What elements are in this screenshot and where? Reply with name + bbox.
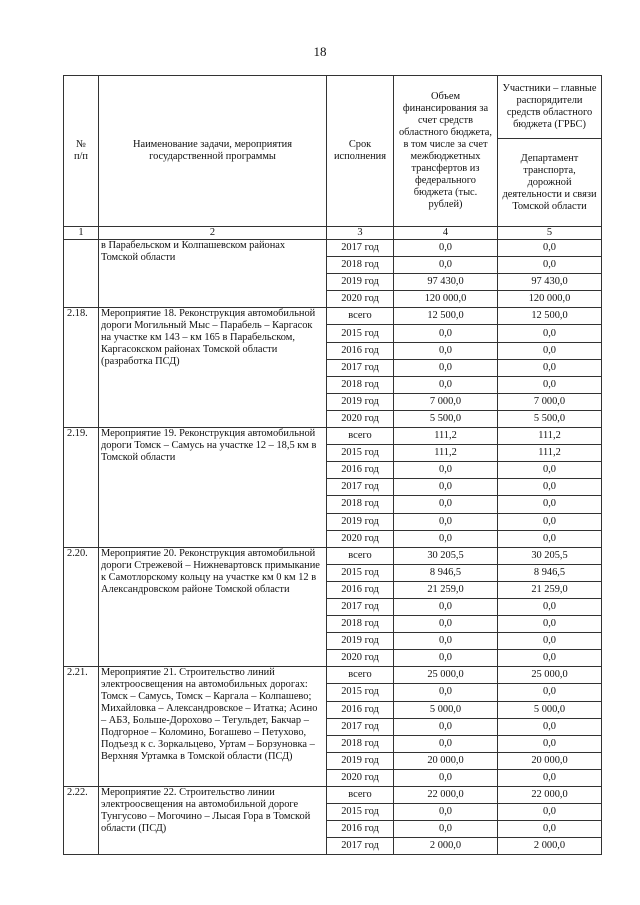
grbs-cell: 0,0 bbox=[498, 821, 602, 838]
grbs-cell: 0,0 bbox=[498, 633, 602, 650]
grbs-cell: 7 000,0 bbox=[498, 393, 602, 410]
volume-cell: 0,0 bbox=[394, 342, 498, 359]
term-cell: 2020 год bbox=[327, 650, 394, 667]
term-cell: 2018 год bbox=[327, 496, 394, 513]
term-cell: 2019 год bbox=[327, 274, 394, 291]
volume-cell: 5 500,0 bbox=[394, 410, 498, 427]
grbs-cell: 111,2 bbox=[498, 428, 602, 445]
term-cell: всего bbox=[327, 308, 394, 325]
volume-cell: 111,2 bbox=[394, 445, 498, 462]
item-number: 2.20. bbox=[64, 547, 99, 667]
grbs-cell: 0,0 bbox=[498, 718, 602, 735]
measure-name: Мероприятие 22. Строительство линии электроосвещения на автомобильной дороге Тунгусово – Могочино – Лысая Гора в Томской области (ПСД) bbox=[99, 787, 327, 855]
volume-cell: 30 205,5 bbox=[394, 547, 498, 564]
measure-name: Мероприятие 20. Реконструкция автомобильной дороги Стрежевой – Нижневартовск примыкание к Самотлорскому кольцу на участке км 0 км 12 в Александровском районе Томской области bbox=[99, 547, 327, 667]
volume-cell: 0,0 bbox=[394, 718, 498, 735]
term-cell: 2017 год bbox=[327, 838, 394, 855]
term-cell: 2016 год bbox=[327, 342, 394, 359]
table-row bbox=[64, 547, 602, 564]
volume-cell: 22 000,0 bbox=[394, 787, 498, 804]
grbs-cell: 0,0 bbox=[498, 462, 602, 479]
volume-cell: 0,0 bbox=[394, 462, 498, 479]
term-cell: 2016 год bbox=[327, 701, 394, 718]
grbs-cell: 0,0 bbox=[498, 513, 602, 530]
grbs-cell: 8 946,5 bbox=[498, 564, 602, 581]
grbs-cell: 0,0 bbox=[498, 496, 602, 513]
grbs-cell: 97 430,0 bbox=[498, 274, 602, 291]
volume-cell: 0,0 bbox=[394, 633, 498, 650]
volume-cell: 120 000,0 bbox=[394, 291, 498, 308]
term-cell: 2015 год bbox=[327, 684, 394, 701]
grbs-cell: 120 000,0 bbox=[498, 291, 602, 308]
term-cell: 2020 год bbox=[327, 410, 394, 427]
term-cell: 2018 год bbox=[327, 735, 394, 752]
term-cell: 2016 год bbox=[327, 462, 394, 479]
header-volume: Объем финансирования за счет средств областного бюджета, в том числе за счет межбюджетных трансфертов из федерального бюджета (тыс. рублей) bbox=[394, 76, 498, 227]
grbs-cell: 0,0 bbox=[498, 359, 602, 376]
volume-cell: 12 500,0 bbox=[394, 308, 498, 325]
grbs-cell: 21 259,0 bbox=[498, 581, 602, 598]
numbering-cell: 2 bbox=[99, 227, 327, 240]
term-cell: 2017 год bbox=[327, 479, 394, 496]
item-number: 2.21. bbox=[64, 667, 99, 787]
volume-cell: 2 000,0 bbox=[394, 838, 498, 855]
grbs-cell: 0,0 bbox=[498, 735, 602, 752]
term-cell: 2015 год bbox=[327, 804, 394, 821]
table-row bbox=[64, 240, 602, 257]
table-row bbox=[64, 428, 602, 445]
term-cell: всего bbox=[327, 547, 394, 564]
volume-cell: 0,0 bbox=[394, 821, 498, 838]
term-cell: 2017 год bbox=[327, 359, 394, 376]
term-cell: 2016 год bbox=[327, 581, 394, 598]
term-cell: 2020 год bbox=[327, 530, 394, 547]
numbering-cell: 3 bbox=[327, 227, 394, 240]
volume-cell: 0,0 bbox=[394, 240, 498, 257]
volume-cell: 0,0 bbox=[394, 650, 498, 667]
header-row bbox=[64, 76, 602, 139]
measure-name: Мероприятие 19. Реконструкция автомобильной дороги Томск – Самусь на участке 12 – 18,5 км в Томской области bbox=[99, 428, 327, 548]
table-row bbox=[64, 667, 602, 684]
volume-cell: 97 430,0 bbox=[394, 274, 498, 291]
grbs-cell: 0,0 bbox=[498, 616, 602, 633]
table-row bbox=[64, 787, 602, 804]
grbs-cell: 5 500,0 bbox=[498, 410, 602, 427]
grbs-cell: 0,0 bbox=[498, 342, 602, 359]
grbs-cell: 0,0 bbox=[498, 598, 602, 615]
numbering-row bbox=[64, 227, 602, 240]
term-cell: 2020 год bbox=[327, 291, 394, 308]
term-cell: 2018 год bbox=[327, 616, 394, 633]
volume-cell: 0,0 bbox=[394, 479, 498, 496]
term-cell: всего bbox=[327, 428, 394, 445]
item-number: 2.19. bbox=[64, 428, 99, 548]
grbs-cell: 0,0 bbox=[498, 257, 602, 274]
item-number: 2.18. bbox=[64, 308, 99, 428]
header-no: № п/п bbox=[64, 76, 99, 227]
volume-cell: 0,0 bbox=[394, 376, 498, 393]
grbs-cell: 0,0 bbox=[498, 769, 602, 786]
page-number: 18 bbox=[313, 44, 327, 59]
grbs-cell: 30 205,5 bbox=[498, 547, 602, 564]
term-cell: 2019 год bbox=[327, 633, 394, 650]
grbs-cell: 20 000,0 bbox=[498, 752, 602, 769]
volume-cell: 0,0 bbox=[394, 513, 498, 530]
financing-table bbox=[63, 75, 602, 855]
term-cell: всего bbox=[327, 667, 394, 684]
header-name: Наименование задачи, мероприятия государственной программы bbox=[99, 76, 327, 227]
term-cell: 2020 год bbox=[327, 769, 394, 786]
term-cell: 2019 год bbox=[327, 513, 394, 530]
term-cell: 2018 год bbox=[327, 376, 394, 393]
measure-name: в Парабельском и Колпашевском районах Томской области bbox=[99, 240, 327, 308]
grbs-cell: 0,0 bbox=[498, 240, 602, 257]
volume-cell: 0,0 bbox=[394, 735, 498, 752]
grbs-cell: 111,2 bbox=[498, 445, 602, 462]
volume-cell: 0,0 bbox=[394, 257, 498, 274]
term-cell: всего bbox=[327, 787, 394, 804]
header-department: Департамент транспорта, дорожной деятельности и связи Томской области bbox=[498, 139, 602, 227]
header-participants: Участники – главные распорядители средств областного бюджета (ГРБС) bbox=[498, 76, 602, 139]
volume-cell: 0,0 bbox=[394, 616, 498, 633]
term-cell: 2015 год bbox=[327, 325, 394, 342]
grbs-cell: 0,0 bbox=[498, 684, 602, 701]
item-number: 2.22. bbox=[64, 787, 99, 855]
grbs-cell: 0,0 bbox=[498, 479, 602, 496]
term-cell: 2019 год bbox=[327, 752, 394, 769]
term-cell: 2015 год bbox=[327, 564, 394, 581]
volume-cell: 25 000,0 bbox=[394, 667, 498, 684]
table-row bbox=[64, 308, 602, 325]
numbering-cell: 5 bbox=[498, 227, 602, 240]
numbering-cell: 1 bbox=[64, 227, 99, 240]
grbs-cell: 22 000,0 bbox=[498, 787, 602, 804]
measure-name: Мероприятие 21. Строительство линий электроосвещения на автомобильных дорогах: Томск – Самусь, Томск – Каргала – Колпашево; Михайловка – Александровское – Итатка; Асино – АБЗ, Больше-Дорохово – Тегульдет, Бакчар – Подгорное – Коломино, Богашево – Петухово, Подъезд к с. Зоркальцево, Уртам – Борзуновка – Верхняя Уртамка в Томской области (ПСД) bbox=[99, 667, 327, 787]
volume-cell: 0,0 bbox=[394, 496, 498, 513]
grbs-cell: 0,0 bbox=[498, 376, 602, 393]
term-cell: 2017 год bbox=[327, 598, 394, 615]
grbs-cell: 2 000,0 bbox=[498, 838, 602, 855]
term-cell: 2016 год bbox=[327, 821, 394, 838]
volume-cell: 0,0 bbox=[394, 598, 498, 615]
grbs-cell: 0,0 bbox=[498, 804, 602, 821]
volume-cell: 0,0 bbox=[394, 530, 498, 547]
term-cell: 2015 год bbox=[327, 445, 394, 462]
volume-cell: 111,2 bbox=[394, 428, 498, 445]
volume-cell: 21 259,0 bbox=[394, 581, 498, 598]
term-cell: 2017 год bbox=[327, 240, 394, 257]
volume-cell: 7 000,0 bbox=[394, 393, 498, 410]
volume-cell: 0,0 bbox=[394, 684, 498, 701]
volume-cell: 20 000,0 bbox=[394, 752, 498, 769]
volume-cell: 0,0 bbox=[394, 325, 498, 342]
measure-name: Мероприятие 18. Реконструкция автомобильной дороги Могильный Мыс – Парабель – Каргасок на участке км 143 – км 165 в Парабельском, Каргасокском районах Томской области (разработка ПСД) bbox=[99, 308, 327, 428]
term-cell: 2017 год bbox=[327, 718, 394, 735]
volume-cell: 5 000,0 bbox=[394, 701, 498, 718]
grbs-cell: 5 000,0 bbox=[498, 701, 602, 718]
volume-cell: 0,0 bbox=[394, 769, 498, 786]
volume-cell: 0,0 bbox=[394, 804, 498, 821]
volume-cell: 0,0 bbox=[394, 359, 498, 376]
term-cell: 2019 год bbox=[327, 393, 394, 410]
grbs-cell: 0,0 bbox=[498, 325, 602, 342]
grbs-cell: 12 500,0 bbox=[498, 308, 602, 325]
grbs-cell: 25 000,0 bbox=[498, 667, 602, 684]
header-term: Срок исполнения bbox=[327, 76, 394, 227]
grbs-cell: 0,0 bbox=[498, 650, 602, 667]
numbering-cell: 4 bbox=[394, 227, 498, 240]
item-number bbox=[64, 240, 99, 308]
term-cell: 2018 год bbox=[327, 257, 394, 274]
volume-cell: 8 946,5 bbox=[394, 564, 498, 581]
grbs-cell: 0,0 bbox=[498, 530, 602, 547]
